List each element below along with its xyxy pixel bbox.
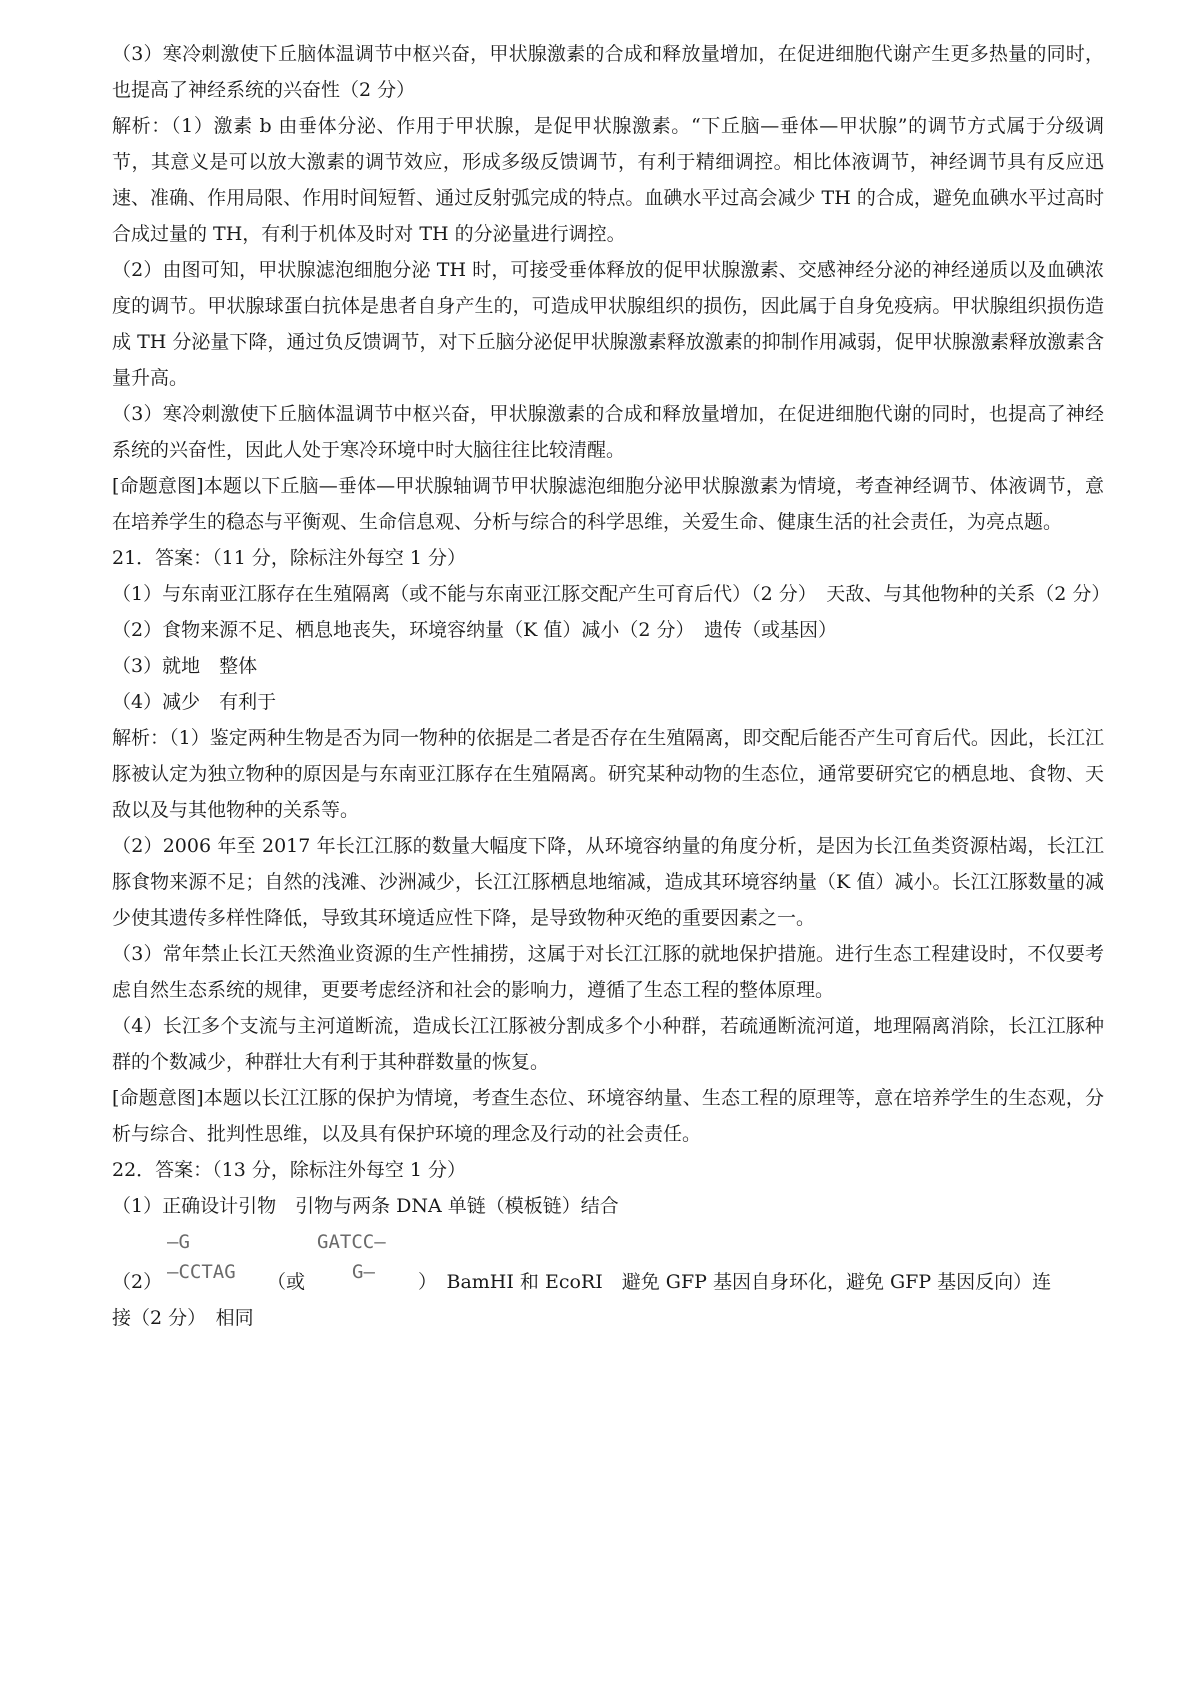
paragraph-intent-21: [命题意图]本题以长江江豚的保护为情境，考查生态位、环境容纳量、生态工程的原理等，意在培养学生的生态观，分析与综合、批判性思维，以及具有保护环境的理念及行动的社会责任。 — [112, 1087, 1104, 1145]
or-text: （或 — [267, 1271, 306, 1293]
answer-22-2-tail: 接（2 分） 相同 — [112, 1307, 254, 1329]
paragraph-answer-21-4: （4）减少 有利于 — [112, 691, 277, 713]
heading-answer-21: 21．答案：（11 分，除标注外每空 1 分） — [112, 547, 467, 569]
answer-22-2-sticky-ends — [112, 1224, 1104, 1336]
paragraph-analysis-20-3: （3）寒冷刺激使下丘脑体温调节中枢兴奋，甲状腺激素的合成和释放量增加，在促进细胞代谢的同时，也提高了神经系统的兴奋性，因此人处于寒冷环境中时大脑往往比较清醒。 — [112, 403, 1104, 461]
paragraph-answer-22-1: （1）正确设计引物 引物与两条 DNA 单链（模板链）结合 — [112, 1195, 619, 1217]
paragraph-analysis-20-1: 解析：（1）激素 b 由垂体分泌、作用于甲状腺，是促甲状腺激素。“下丘脑—垂体—甲状腺”的调节方式属于分级调节，其意义是可以放大激素的调节效应，形成多级反馈调节，有利于精细调控。相比体液调节，神经调节具有反应迅速、准确、作用局限、作用时间短暂、通过反射弧完成的特点。血碘水平过高会减少 TH 的合成，避免血碘水平过高时合成过量的 TH，有利于机体及时对 TH 的分泌量进行调控。 — [112, 115, 1104, 245]
paragraph-answer-20-3: （3）寒冷刺激使下丘脑体温调节中枢兴奋，甲状腺激素的合成和释放量增加，在促进细胞代谢产生更多热量的同时，也提高了神经系统的兴奋性（2 分） — [112, 43, 1104, 101]
paragraph-answer-21-1: （1）与东南亚江豚存在生殖隔离（或不能与东南亚江豚交配产生可育后代）（2 分） 天敌、与其他物种的关系（2 分） — [112, 583, 1111, 605]
item-label-2: （2） — [112, 1271, 163, 1293]
heading-answer-22: 22．答案：（13 分，除标注外每空 1 分） — [112, 1159, 467, 1181]
document-page — [112, 36, 1111, 1336]
sticky-end-b-bottom-strand: G— — [352, 1261, 375, 1283]
sticky-end-a-top-strand: —G — [167, 1231, 190, 1253]
paragraph-analysis-20-2: （2）由图可知，甲状腺滤泡细胞分泌 TH 时，可接受垂体释放的促甲状腺激素、交感神经分泌的神经递质以及血碘浓度的调节。甲状腺球蛋白抗体是患者自身产生的，可造成甲状腺组织的损伤，因此属于自身免疫病。甲状腺组织损伤造成 TH 分泌量下降，通过负反馈调节，对下丘脑分泌促甲状腺激素释放激素的抑制作用减弱，促甲状腺激素释放激素含量升高。 — [112, 259, 1104, 389]
answer-22-2-text: ） BamHI 和 EcoRI 避免 GFP 基因自身环化，避免 GFP 基因反向）连 — [418, 1271, 1052, 1293]
answer-text-block — [112, 36, 1111, 1224]
paragraph-intent-20: [命题意图]本题以下丘脑—垂体—甲状腺轴调节甲状腺滤泡细胞分泌甲状腺激素为情境，考查神经调节、体液调节，意在培养学生的稳态与平衡观、生命信息观、分析与综合的科学思维，关爱生命、健康生活的社会责任，为亮点题。 — [112, 475, 1104, 533]
sticky-end-a-bottom-strand: —CCTAG — [167, 1261, 236, 1283]
paragraph-answer-21-2: （2）食物来源不足、栖息地丧失，环境容纳量（K 值）减小（2 分） 遗传（或基因） — [112, 619, 837, 641]
paragraph-analysis-21-4: （4）长江多个支流与主河道断流，造成长江江豚被分割成多个小种群，若疏通断流河道，地理隔离消除，长江江豚种群的个数减少，种群壮大有利于其种群数量的恢复。 — [112, 1015, 1104, 1073]
paragraph-analysis-21-1: 解析：（1）鉴定两种生物是否为同一物种的依据是二者是否存在生殖隔离，即交配后能否产生可育后代。因此，长江江豚被认定为独立物种的原因是与东南亚江豚存在生殖隔离。研究某种动物的生态位，通常要研究它的栖息地、食物、天敌以及与其他物种的关系等。 — [112, 727, 1104, 821]
paragraph-answer-21-3: （3）就地 整体 — [112, 655, 258, 677]
paragraph-analysis-21-2: （2）2006 年至 2017 年长江江豚的数量大幅度下降，从环境容纳量的角度分析，是因为长江鱼类资源枯竭，长江江豚食物来源不足；自然的浅滩、沙洲减少，长江江豚栖息地缩减，造成其环境容纳量（K 值）减小。长江江豚数量的减少使其遗传多样性降低，导致其环境适应性下降，是导致物种灭绝的重要因素之一。 — [112, 835, 1104, 929]
sticky-end-b-top-strand: GATCC— — [317, 1231, 386, 1253]
paragraph-analysis-21-3: （3）常年禁止长江天然渔业资源的生产性捕捞，这属于对长江江豚的就地保护措施。进行生态工程建设时，不仅要考虑自然生态系统的规律，更要考虑经济和社会的影响力，遵循了生态工程的整体原理。 — [112, 943, 1104, 1001]
